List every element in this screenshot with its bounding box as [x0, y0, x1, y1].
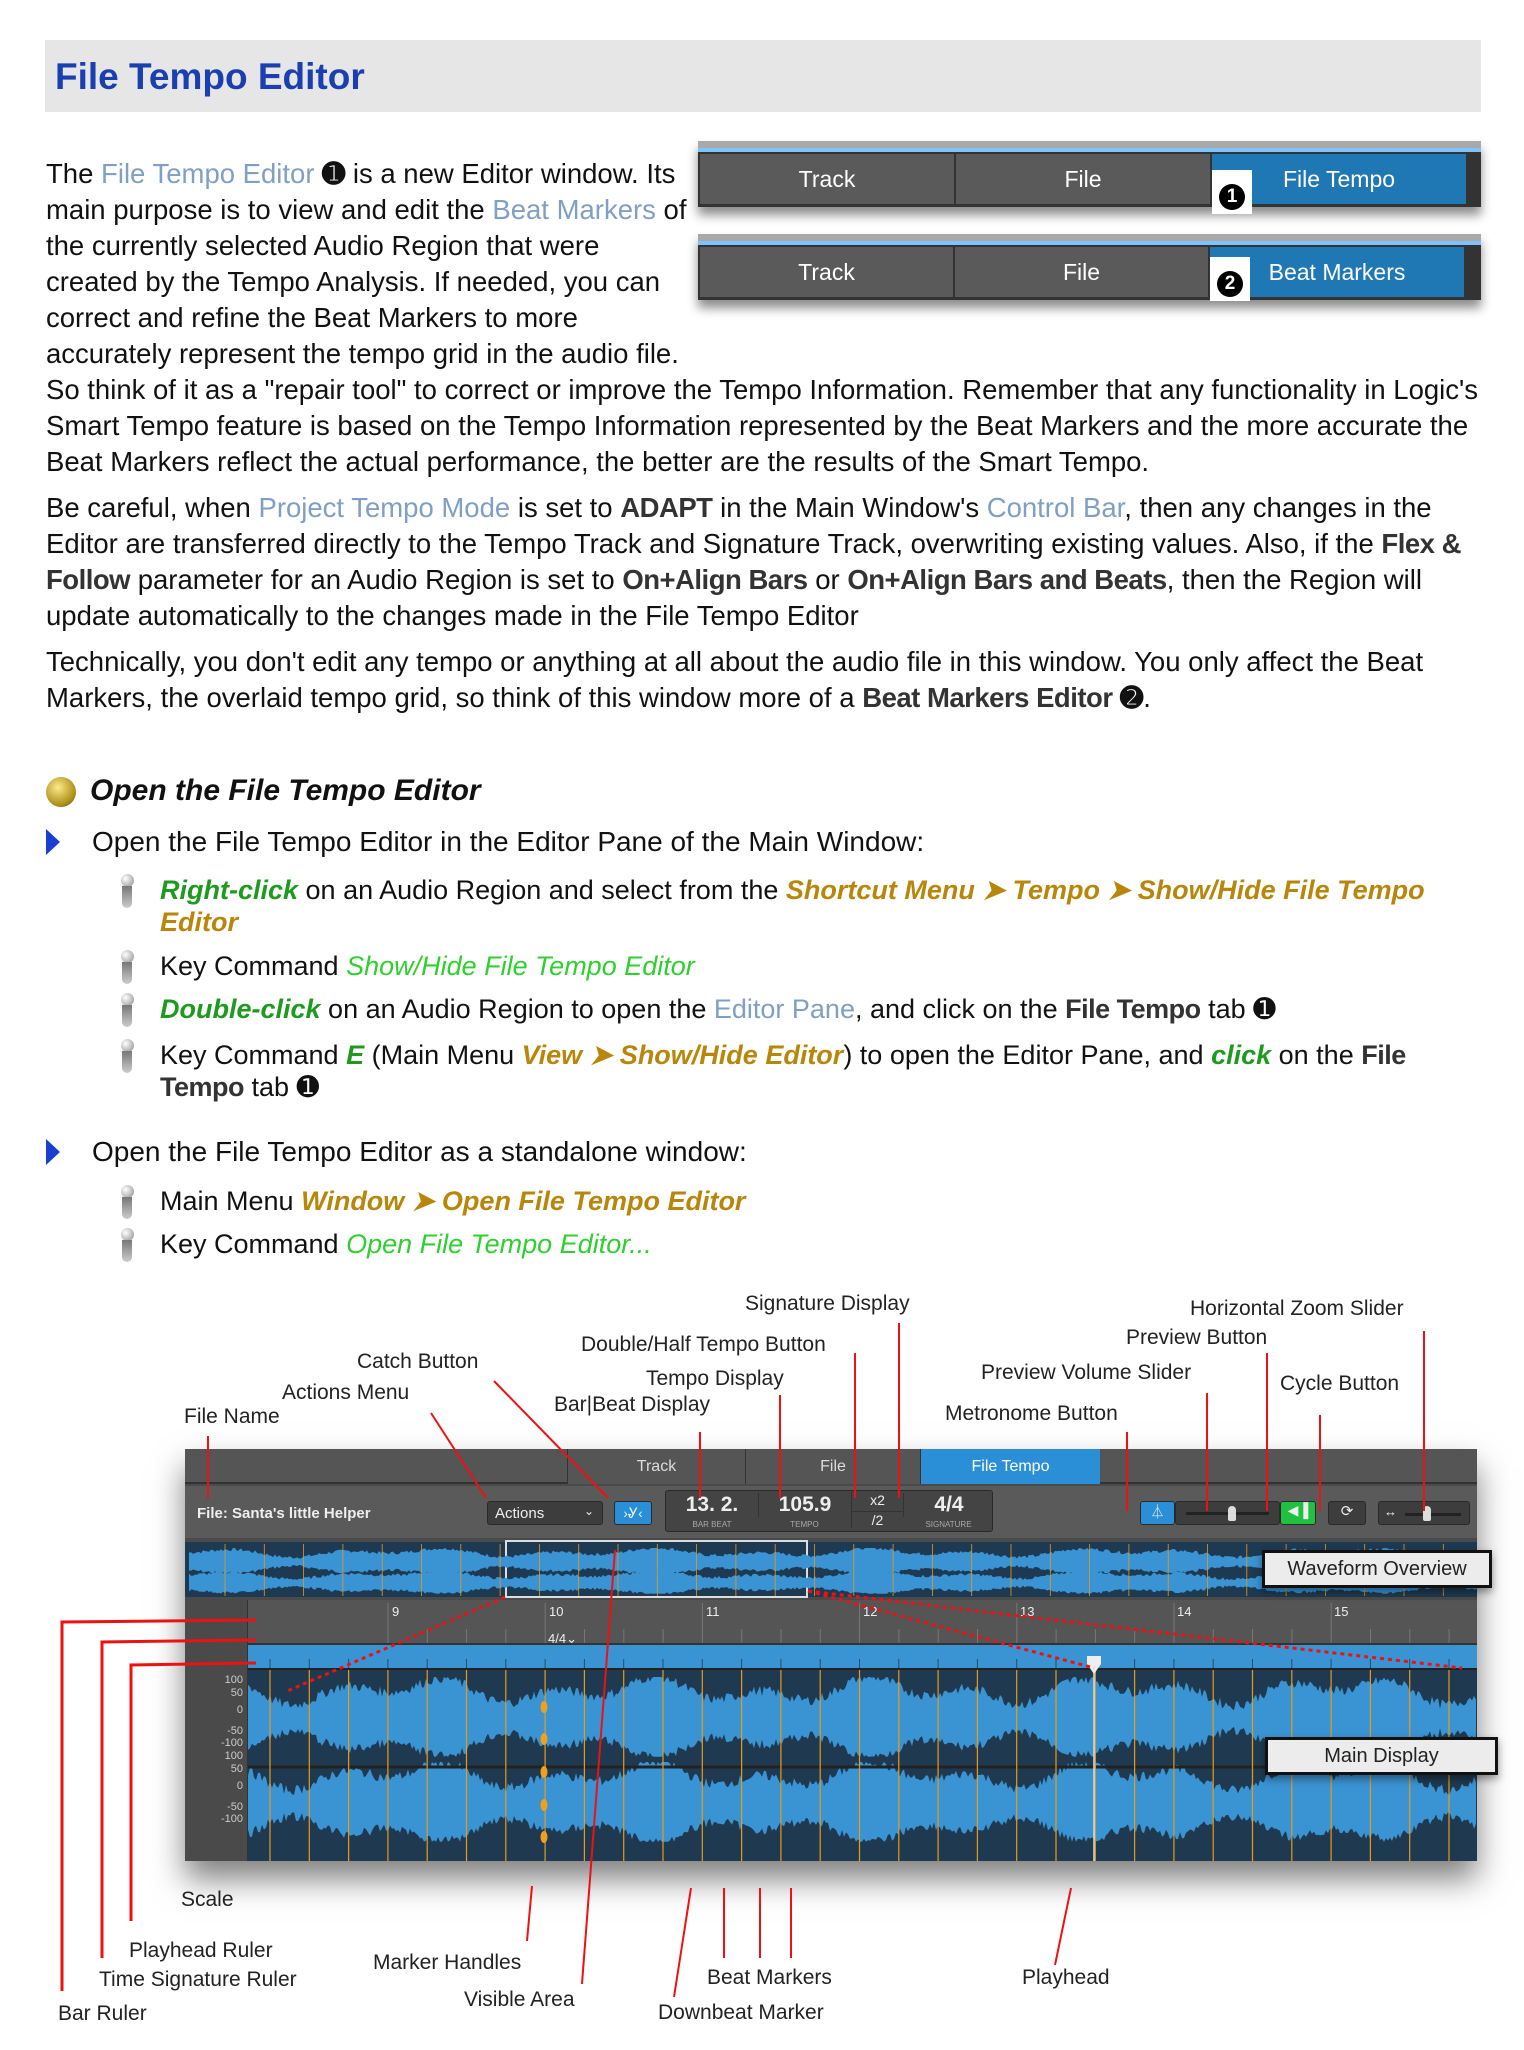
- label-cycle-button: Cycle Button: [1280, 1372, 1400, 1395]
- text: , and click on the: [854, 994, 1066, 1024]
- label-playhead: Playhead: [1022, 1966, 1110, 1989]
- text: The: [46, 158, 102, 189]
- scale-label: 0: [236, 1704, 243, 1716]
- callout-badge-2: 2: [1210, 257, 1250, 301]
- styled-text: File Tempo: [1065, 994, 1201, 1024]
- scale-label: -100: [220, 1813, 243, 1825]
- text: on an Audio Region to open the: [320, 994, 714, 1024]
- styled-text: Beat Markers Editor: [862, 682, 1113, 713]
- styled-text: Show/Hide File Tempo Editor: [346, 951, 695, 981]
- link-text[interactable]: Control Bar: [986, 492, 1125, 523]
- label-scale: Scale: [181, 1888, 234, 1911]
- actions-menu[interactable]: Actions ⌄: [487, 1501, 603, 1525]
- text: on the: [1271, 1040, 1362, 1070]
- label-actions-menu: Actions Menu: [282, 1381, 410, 1404]
- label-visible-area: Visible Area: [464, 1988, 575, 2011]
- zoom-guide-line: [808, 1591, 1462, 1668]
- leader-line: [1055, 1888, 1071, 1965]
- time-signature-marker[interactable]: 4/4⌄: [548, 1631, 577, 1646]
- bar-number: 10: [549, 1604, 564, 1619]
- text: ) to open the Editor Pane, and: [843, 1040, 1212, 1070]
- text: is set to: [510, 492, 621, 523]
- styled-text: E: [346, 1040, 365, 1070]
- callout-badge-1: 1: [1212, 170, 1252, 214]
- text: on an Audio Region and select from the: [298, 875, 786, 905]
- tab-file[interactable]: File: [745, 1449, 920, 1484]
- zoom-guide-line: [285, 1597, 505, 1692]
- section-heading: Open the File Tempo Editor: [46, 774, 481, 808]
- link-text[interactable]: File Tempo Editor: [101, 158, 315, 189]
- label-bar-beat-display: Bar|Beat Display: [554, 1393, 711, 1416]
- label-beat-markers: Beat Markers: [707, 1966, 832, 1989]
- list-heading: Open the File Tempo Editor as a standalone window:: [46, 1136, 747, 1168]
- scale-label: 0: [236, 1780, 243, 1792]
- bar-number: 14: [1177, 1604, 1192, 1619]
- tab-file-tempo[interactable]: File Tempo: [1212, 154, 1468, 204]
- tempo-display[interactable]: 105.9: [758, 1493, 851, 1517]
- tab-file[interactable]: File: [956, 154, 1212, 204]
- link-text[interactable]: Beat Markers: [492, 194, 656, 225]
- link-text[interactable]: Editor Pane: [713, 994, 855, 1024]
- label-bar-ruler: Bar Ruler: [58, 2002, 147, 2025]
- scale-label: -50: [227, 1725, 243, 1737]
- text: tab ➊: [1200, 994, 1276, 1024]
- scale-label: 50: [230, 1763, 243, 1775]
- page-title: File Tempo Editor: [55, 56, 365, 97]
- text: Key Command: [160, 1040, 347, 1070]
- label-catch-button: Catch Button: [357, 1350, 479, 1373]
- styled-text: ➋: [1112, 682, 1144, 713]
- bar-number: 11: [706, 1604, 720, 1619]
- speaker-icon: ◀▐: [1287, 1502, 1309, 1518]
- list-heading: Open the File Tempo Editor in the Editor Pane of the Main Window:: [46, 826, 924, 858]
- signature-display[interactable]: 4/4: [903, 1493, 994, 1517]
- leader-line: [62, 1620, 256, 1991]
- text: Key Command: [160, 951, 347, 981]
- label-preview-button: Preview Button: [1126, 1326, 1268, 1349]
- bar-beat-display[interactable]: 13. 2.: [685, 1493, 739, 1516]
- tab-file-tempo[interactable]: File Tempo: [920, 1449, 1100, 1484]
- styled-text: ADAPT: [620, 492, 713, 523]
- styled-text: click: [1211, 1040, 1272, 1070]
- styled-text: Double-click: [160, 994, 321, 1024]
- tab-beat-markers[interactable]: Beat Markers: [1210, 247, 1466, 297]
- text: Key Command: [160, 1229, 347, 1259]
- tab-track[interactable]: Track: [700, 247, 955, 297]
- bar-number: 12: [863, 1604, 878, 1619]
- text: of the currently selected Audio Region that were created by the Tempo Analysis. If needed, you can correct and refine the Beat Markers to more accurately represent the tempo grid in the audio file. So think of it as a "repair tool" to correct or improve the Tempo Information. Remember that any functionality in Logic's Smart Tempo feature is based on the Tempo Information represented by the Beat Markers and the more accurate the Beat Markers reflect the actual performance, the better are the results of the Smart Tempo.: [46, 194, 1479, 477]
- horizontal-arrows-icon: ↔: [1384, 1504, 1397, 1519]
- leader-line: [674, 1888, 691, 1997]
- cycle-icon: ⟳: [1340, 1503, 1354, 1520]
- label-file-name: File Name: [184, 1405, 280, 1428]
- text: is a new Editor window. Its main purpose is to view and edit the: [46, 158, 676, 225]
- leader-line: [131, 1663, 256, 1921]
- bar-number: 9: [392, 1604, 400, 1619]
- catch-icon: ›Ꮍ‹: [623, 1505, 643, 1521]
- text: , then the Region will update automatically to the changes made in the File Tempo Editor: [46, 564, 1422, 631]
- tab-track[interactable]: Track: [700, 154, 956, 204]
- bar-number: 13: [1020, 1604, 1035, 1619]
- text: .: [1143, 682, 1151, 713]
- tab-track[interactable]: Track: [567, 1449, 745, 1484]
- label-tempo-display: Tempo Display: [646, 1367, 784, 1390]
- label-downbeat-marker: Downbeat Marker: [658, 2001, 824, 2024]
- text: (Main Menu: [364, 1040, 522, 1070]
- label-horizontal-zoom-slider: Horizontal Zoom Slider: [1190, 1297, 1404, 1320]
- label-preview-volume-slider: Preview Volume Slider: [981, 1361, 1192, 1384]
- scale-label: -50: [227, 1801, 243, 1813]
- styled-text: Flex & Follow: [46, 528, 1461, 595]
- scale-label: 100: [224, 1674, 243, 1686]
- lcd-display: 13. 2. BAR BEAT 105.9 TEMPO x2 /2 4/4 SIGNATURE: [665, 1490, 993, 1532]
- label-playhead-ruler: Playhead Ruler: [129, 1939, 273, 1962]
- label-signature-display: Signature Display: [745, 1292, 910, 1315]
- styled-text: File Tempo: [160, 1040, 1406, 1102]
- chevron-down-icon: ⌄: [583, 1504, 594, 1518]
- styled-text: Open File Tempo Editor...: [346, 1229, 652, 1259]
- metronome-icon: ⏃: [1150, 1504, 1165, 1520]
- main-display-callout: Main Display: [1265, 1737, 1498, 1775]
- leader-line: [527, 1886, 532, 1941]
- scale-label: -100: [220, 1737, 243, 1749]
- bar-number: 15: [1334, 1604, 1349, 1619]
- styled-text: View ➤ Show/Hide Editor: [521, 1040, 844, 1070]
- file-name: File: Santa's little Helper: [197, 1505, 371, 1522]
- waveform-overview-callout: Waveform Overview: [1262, 1550, 1492, 1588]
- scale-label: 50: [230, 1687, 243, 1699]
- styled-text: Window ➤ Open File Tempo Editor: [301, 1186, 746, 1216]
- link-text[interactable]: Project Tempo Mode: [258, 492, 511, 523]
- text: in the Main Window's: [712, 492, 987, 523]
- text: Be careful, when: [46, 492, 259, 523]
- leader-line: [582, 1550, 615, 1984]
- styled-text: ➊: [314, 158, 353, 189]
- styled-text: On+Align Bars and Beats: [847, 564, 1167, 595]
- text: Main Menu: [160, 1186, 302, 1216]
- text: parameter for an Audio Region is set to: [130, 564, 623, 595]
- styled-text: Shortcut Menu ➤ Tempo ➤ Show/Hide File Tempo Editor: [160, 875, 1425, 937]
- styled-text: Right-click: [160, 875, 299, 905]
- styled-text: On+Align Bars: [622, 564, 808, 595]
- scale-label: 100: [224, 1750, 243, 1762]
- label-marker-handles: Marker Handles: [373, 1951, 522, 1974]
- tab-file[interactable]: File: [955, 247, 1210, 297]
- text: tab ➊: [244, 1072, 320, 1102]
- label-double-half-tempo-button: Double/Half Tempo Button: [581, 1333, 826, 1356]
- label-time-signature-ruler: Time Signature Ruler: [99, 1968, 297, 1991]
- leader-line: [431, 1413, 486, 1498]
- text: or: [807, 564, 848, 595]
- half-tempo-button[interactable]: /2: [851, 1512, 903, 1528]
- zoom-guide-line: [808, 1591, 1094, 1668]
- double-tempo-button[interactable]: x2: [851, 1492, 903, 1512]
- text: Technically, you don't edit any tempo or anything at all about the audio file in this window. You only affect the Beat Markers, the overlaid tempo grid, so think of this window more of a: [46, 646, 1424, 713]
- label-metronome-button: Metronome Button: [945, 1402, 1118, 1425]
- text: , then any changes in the Editor are transferred directly to the Tempo Track and Signature Track, overwriting existing values. Also, if the: [46, 492, 1432, 559]
